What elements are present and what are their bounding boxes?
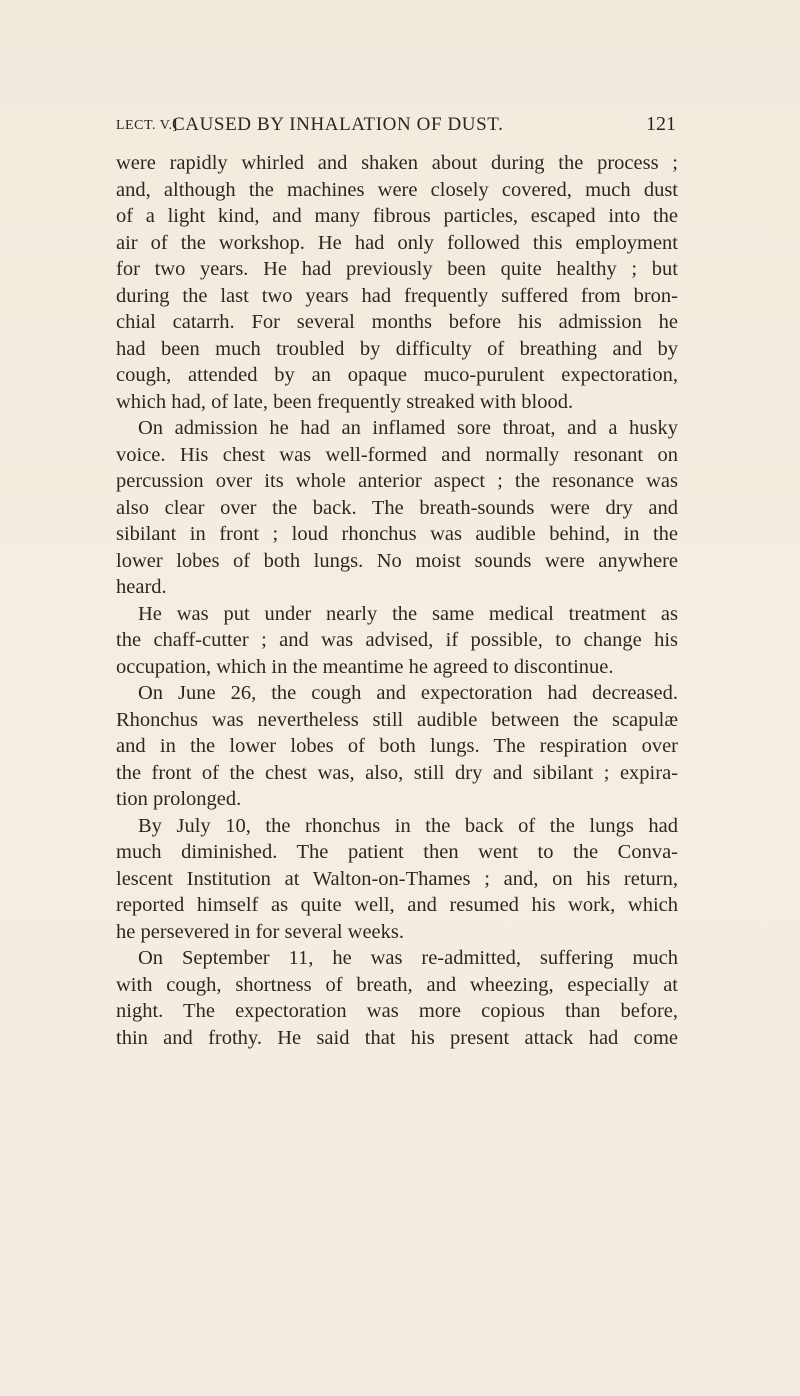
text-line: sibilant in front ; loud rhonchus was audible behind, in the — [116, 523, 678, 545]
text-line: cough, attended by an opaque muco-purulent expectoration, — [116, 364, 678, 386]
text-line: had been much troubled by difficulty of breathing and by — [116, 337, 678, 360]
text-line: On September 11, he was re-admitted, suffering much — [138, 947, 678, 969]
text-line: tion prolonged. — [116, 788, 242, 810]
text-line: heard. — [116, 576, 167, 598]
text-line: chial catarrh. For several months before his admission he — [116, 311, 678, 333]
lecture-marker: LECT. V.] — [116, 118, 178, 133]
text-line: much diminished. The patient then went to the Conva- — [116, 841, 678, 863]
text-line: night. The expectoration was more copious than before, — [116, 1000, 678, 1022]
text-line: Rhonchus was nevertheless still audible between the scapulæ — [116, 708, 678, 731]
body-text — [116, 150, 678, 1051]
text-line: also clear over the back. The breath-sounds were dry and — [116, 496, 678, 519]
text-line: On June 26, the cough and expectoration had decreased. — [138, 682, 678, 704]
chapter-title: CAUSED BY INHALATION OF DUST. — [172, 114, 504, 135]
text-line: thin and frothy. He said that his present attack had come — [116, 1026, 678, 1049]
text-line: lower lobes of both lungs. No moist sounds were anywhere — [116, 549, 678, 572]
text-line: reported himself as quite well, and resumed his work, which — [116, 894, 678, 916]
text-line: were rapidly whirled and shaken about during the process ; — [116, 152, 678, 174]
text-line: the front of the chest was, also, still dry and sibilant ; expira- — [116, 761, 678, 784]
text-line: voice. His chest was well-formed and normally resonant on — [116, 443, 678, 466]
text-line: and in the lower lobes of both lungs. The respiration over — [116, 735, 678, 757]
text-line: He was put under nearly the same medical treatment as — [138, 602, 678, 625]
text-line: with cough, shortness of breath, and wheezing, especially at — [116, 973, 678, 996]
running-head — [116, 114, 676, 144]
text-line: of a light kind, and many fibrous particles, escaped into the — [116, 205, 678, 227]
text-line: he persevered in for several weeks. — [116, 920, 405, 943]
text-line: and, although the machines were closely covered, much dust — [116, 178, 678, 201]
text-line: occupation, which in the meantime he agreed to discontinue. — [116, 655, 614, 678]
text-line: On admission he had an inflamed sore throat, and a husky — [138, 417, 678, 439]
page-number: 121 — [646, 113, 676, 135]
text-line: percussion over its whole anterior aspect ; the resonance was — [116, 470, 678, 492]
text-line: lescent Institution at Walton-on-Thames ; and, on his return, — [116, 867, 678, 890]
text-line: air of the workshop. He had only followed this employment — [116, 231, 678, 254]
text-line: which had, of late, been frequently streaked with blood. — [116, 390, 574, 413]
text-line: for two years. He had previously been quite healthy ; but — [116, 258, 678, 280]
text-line: during the last two years had frequently suffered from bron- — [116, 284, 678, 307]
text-line: the chaff-cutter ; and was advised, if possible, to change his — [116, 629, 678, 651]
text-line: By July 10, the rhonchus in the back of the lungs had — [138, 814, 678, 837]
